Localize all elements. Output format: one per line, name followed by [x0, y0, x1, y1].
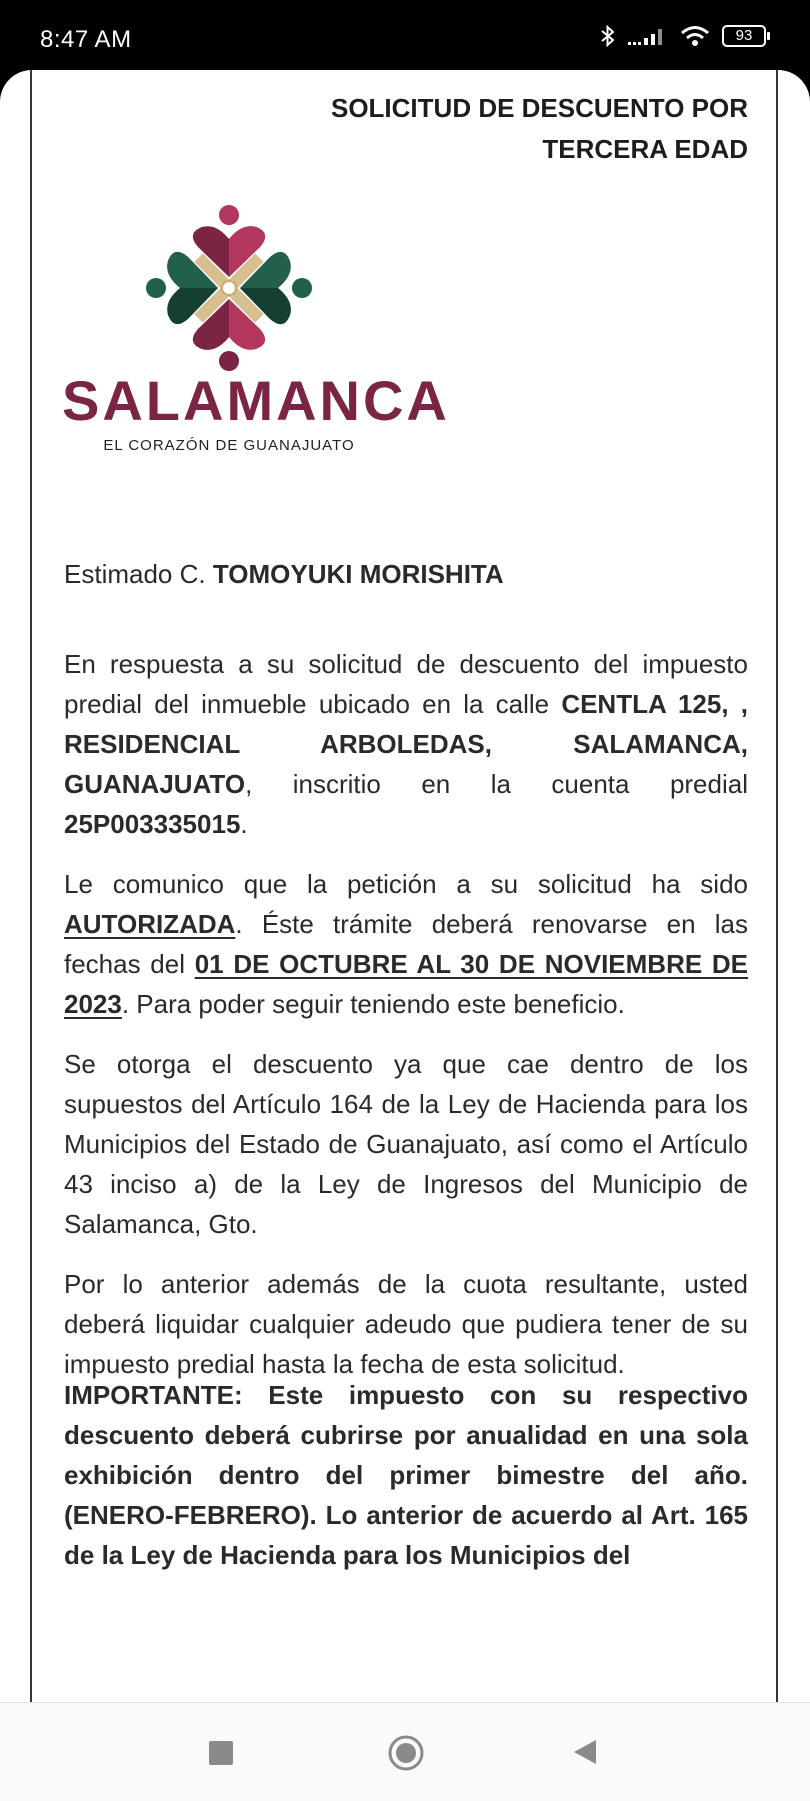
- salamanca-logo: [62, 205, 450, 515]
- account-number: 25P003335015: [64, 809, 241, 839]
- document-sheet[interactable]: [0, 70, 810, 1702]
- signal-icon: [628, 25, 668, 47]
- logo-tagline: EL CORAZÓN DE GUANAJUATO: [103, 437, 355, 454]
- navigation-bar: [0, 1702, 810, 1801]
- p2-text-1: Le comunico que la petición a su solicitud ha sido: [64, 869, 748, 899]
- document-title-line2: TERCERA EDAD: [542, 134, 748, 164]
- letter-body: [64, 644, 748, 1404]
- recents-button[interactable]: [208, 1740, 234, 1771]
- p1-text-3: .: [240, 809, 248, 839]
- bluetooth-icon: [600, 24, 616, 48]
- status-bar: [0, 0, 810, 80]
- p2-text-2: . Éste trámite deberá renovarse en las fechas del: [64, 909, 748, 979]
- status-time: 8:47 AM: [40, 26, 132, 53]
- document-title: [331, 88, 748, 170]
- property-address: CENTLA 125, , RESIDENCIAL ARBOLEDAS, SALAMANCA, GUANAJUATO: [64, 689, 748, 799]
- greeting: [64, 554, 748, 594]
- p1-text-2: , inscritio en la cuenta predial: [245, 769, 748, 799]
- battery-indicator: 93: [722, 25, 766, 47]
- p1-text-1: En respuesta a su solicitud de descuento del impuesto predial del inmueble ubicado en la calle: [64, 649, 748, 719]
- wifi-icon: [680, 25, 710, 47]
- greeting-prefix: Estimado C.: [64, 559, 213, 589]
- heart-knot-emblem: [146, 205, 312, 371]
- logo-name: SALAMANCA: [62, 369, 450, 432]
- paragraph-authorization: [64, 864, 748, 1024]
- authorization-status: AUTORIZADA: [64, 909, 236, 939]
- paragraph-request: [64, 644, 748, 844]
- status-icons: [600, 24, 766, 48]
- home-button[interactable]: [387, 1734, 425, 1777]
- recipient-name: TOMOYUKI MORISHITA: [212, 559, 504, 589]
- paragraph-legal-basis: Se otorga el descuento ya que cae dentro de los supuestos del Artículo 164 de la Ley de Hacienda para los Municipios del Estado de Guanajuato, así como el Artículo 43 inciso a) de la Ley de Ingresos del Municipio de Salamanca, Gto.: [64, 1049, 748, 1239]
- paragraph-debts: Por lo anterior además de la cuota resultante, usted deberá liquidar cualquier adeudo que pudiera tener de su impuesto predial hasta la fecha de esta solicitud.: [64, 1269, 748, 1379]
- p2-text-3: . Para poder seguir teniendo este beneficio.: [121, 989, 625, 1019]
- back-button[interactable]: [572, 1738, 598, 1771]
- important-notice: IMPORTANTE: Este impuesto con su respectivo descuento deberá cubrirse por anualidad en una sola exhibición dentro del primer bimestre del año. (ENERO-FEBRERO). Lo anterior de acuerdo al Art. 165 de la Ley de Hacienda para los Municipios del: [64, 1380, 748, 1570]
- renewal-dates: 01 DE OCTUBRE AL 30 DE NOVIEMBRE DE 2023: [64, 949, 749, 1019]
- document-title-line1: SOLICITUD DE DESCUENTO POR: [330, 93, 748, 123]
